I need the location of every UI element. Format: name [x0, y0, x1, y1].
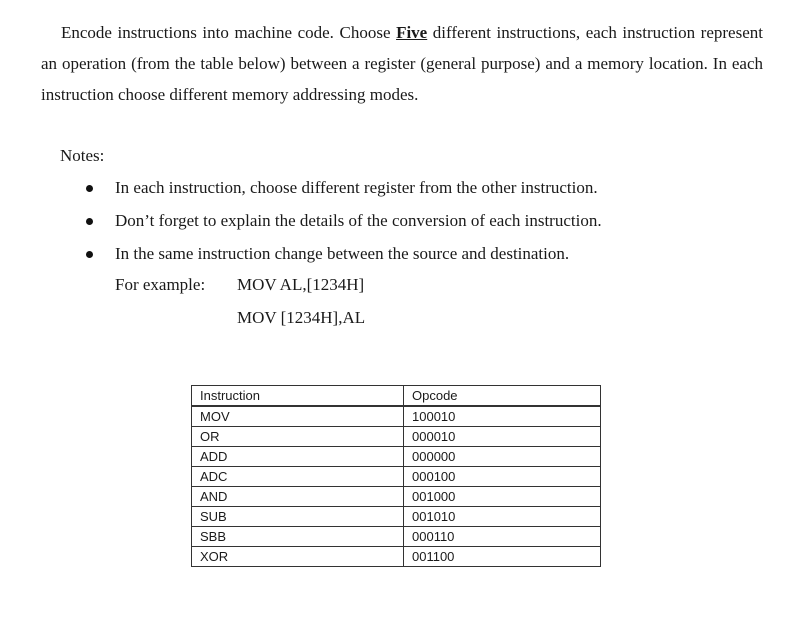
note-text: In the same instruction change between the source and destination.	[115, 244, 570, 263]
note-text: Don’t forget to explain the details of the conversion of each instruction.	[115, 211, 602, 230]
five-emphasis: Five	[396, 23, 428, 42]
opcode-cell: 000010	[404, 427, 601, 447]
instruction-cell: XOR	[192, 547, 404, 567]
instruction-cell: MOV	[192, 406, 404, 427]
instruction-cell: OR	[192, 427, 404, 447]
table-row	[192, 427, 601, 447]
instruction-cell: ADC	[192, 467, 404, 487]
table-row	[192, 487, 601, 507]
table-row	[192, 507, 601, 527]
opcode-cell: 001010	[404, 507, 601, 527]
table-row	[192, 406, 601, 427]
instruction-cell: SUB	[192, 507, 404, 527]
instructions-paragraph	[41, 17, 763, 110]
instruction-cell: AND	[192, 487, 404, 507]
opcode-cell: 001100	[404, 547, 601, 567]
opcode-table	[191, 385, 601, 567]
intro-text-1: Encode instructions into machine code. Choose	[61, 23, 397, 42]
header-instruction: Instruction	[192, 386, 404, 407]
bullet-icon	[86, 251, 93, 258]
instruction-cell: ADD	[192, 447, 404, 467]
instruction-cell: SBB	[192, 527, 404, 547]
intro-text-2: different instructions, each instruction represent an operation (from the table below) between a register (general purpose) and a memory location. In each instruction choose different memory addressing modes.	[41, 23, 763, 104]
header-opcode: Opcode	[404, 386, 601, 407]
opcode-cell: 000110	[404, 527, 601, 547]
example-label: For example:	[115, 275, 206, 294]
example-line: MOV AL,[1234H]	[237, 275, 365, 294]
note-item	[86, 210, 602, 243]
bullet-icon	[86, 218, 93, 225]
notes-list	[86, 177, 602, 276]
note-item	[86, 177, 602, 210]
opcode-cell: 000000	[404, 447, 601, 467]
example-line: MOV [1234H],AL	[237, 308, 366, 327]
opcode-cell: 100010	[404, 406, 601, 427]
table-row	[192, 467, 601, 487]
table-row	[192, 547, 601, 567]
bullet-icon	[86, 185, 93, 192]
note-text: In each instruction, choose different register from the other instruction.	[115, 178, 598, 197]
notes-label: Notes:	[60, 146, 105, 165]
table-row	[192, 447, 601, 467]
table-row	[192, 527, 601, 547]
note-item	[86, 243, 602, 276]
opcode-cell: 000100	[404, 467, 601, 487]
table-header-row	[192, 386, 601, 407]
opcode-cell: 001000	[404, 487, 601, 507]
